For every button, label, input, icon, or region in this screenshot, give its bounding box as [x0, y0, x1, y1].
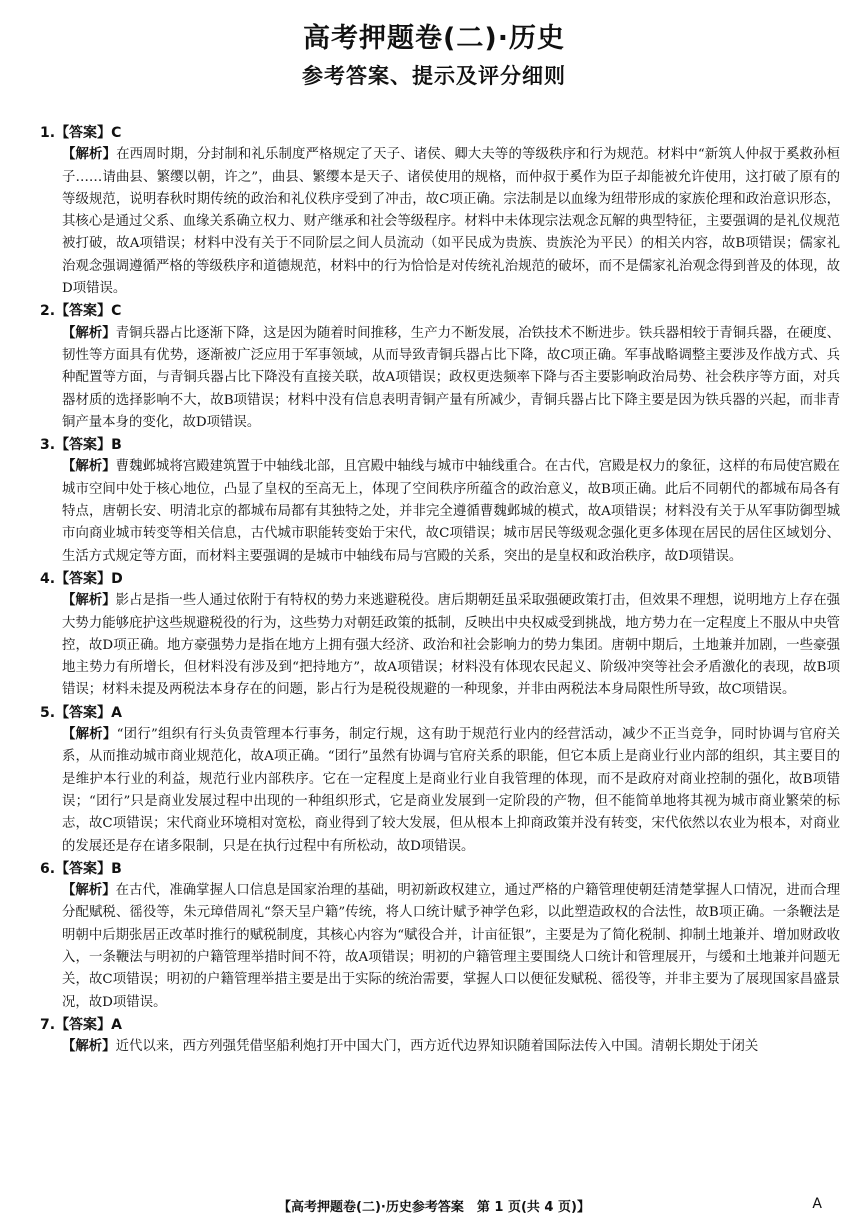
question-item [40, 858, 840, 1014]
answer-line [40, 300, 840, 322]
answer-tag: 【答案】 [55, 570, 112, 587]
analysis-text: 近代以来，西方列强凭借坚船利炮打开中国大门，西方近代边界知识随着国际法传入中国。清朝长期处于闭关 [115, 1039, 759, 1055]
analysis-tag: 【解析】 [62, 325, 116, 341]
answer-value: D [111, 570, 123, 587]
analysis-paragraph [40, 880, 840, 1014]
analysis-text: “团行”组织有行头负责管理本行事务，制定行规，这有助于规范行业内的经营活动，减少不正当竞争，同时协调与官府关系，从而推动城市商业规范化，故A项正确。“团行”虽然有协调与官府关系的职能，但它本质上是商业行业内部的组织，其主要目的是维护本行业的利益，规范行业内部秩序。它在一定程度上是商业行业自我管理的体现，而不是政府对商业控制的强化，故B项错误；“团行”只是商业发展过程中出现的一种组织形式，它是商业发展到一定阶段的产物，但不能简单地将其视为城市商业繁荣的标志，故C项错误；宋代商业环境相对宽松，商业得到了较大发展，但从根本上抑商政策并没有转变，宋代依然以农业为根本，对商业的发展还是存在诸多限制，只是在执行过程中有所松动，故D项错误。 [62, 727, 841, 854]
question-item [40, 300, 840, 434]
analysis-tag: 【解析】 [62, 593, 116, 609]
question-number: 6. [40, 860, 56, 877]
analysis-paragraph [40, 323, 840, 434]
paper-version-letter: A [812, 1196, 822, 1212]
question-number: 2. [40, 303, 56, 320]
answer-line [40, 1014, 840, 1036]
analysis-tag: 【解析】 [62, 459, 116, 475]
analysis-text: 在古代，准确掌握人口信息是国家治理的基础，明初新政权建立，通过严格的户籍管理使朝廷清楚掌握人口情况，进而合理分配赋税、徭役等，朱元璋借周礼“祭天呈户籍”传统，将人口统计赋予神学色彩，以此塑造政权的合法性，故B项正确。一条鞭法是明朝中后期张居正改革时推行的赋税制度，其核心内容为“赋役合并，计亩征银”，主要是为了简化税制、抑制土地兼并、增加财政收入，一条鞭法与明初的户籍管理举措时间不符，故A项错误；明初的户籍管理主要围绕人口统计和管理展开，与缓和土地兼并问题无关，故C项错误；明初的户籍管理举措主要是出于实际的统治需要，掌握人口以便征发赋税、徭役等，并非主要为了展现国家昌盛景况，故D项错误。 [62, 883, 841, 1010]
answer-value: A [111, 1016, 122, 1033]
answer-line [40, 858, 840, 880]
question-item [40, 702, 840, 858]
question-item [40, 568, 840, 702]
answer-line [40, 122, 840, 144]
analysis-tag: 【解析】 [62, 727, 117, 743]
analysis-paragraph [40, 590, 840, 701]
analysis-paragraph [40, 456, 840, 567]
answer-tag: 【答案】 [55, 437, 112, 454]
question-number: 3. [40, 437, 56, 454]
analysis-text: 影占是指一些人通过依附于有特权的势力来逃避税役。唐后期朝廷虽采取强硬政策打击，但效果不理想，说明地方上存在强大势力能够庇护这些规避税役的行为，这些势力对朝廷政策的抵制，反映出中央权威受到挑战，地方势力在一定程度上不服从中央管控，故D项正确。地方豪强势力是指在地方上拥有强大经济、政治和社会影响力的势力集团。唐朝中期后，土地兼并加剧，一些豪强地主势力有所增长，但材料没有涉及到“把持地方”，故A项错误；材料没有体现农民起义、阶级冲突等社会矛盾激化的表现，故B项错误；材料未提及两税法本身存在的问题，影占行为是税役规避的一种现象，并非由两税法本身局限性所导致，故C项错误。 [62, 593, 841, 698]
answer-value: B [111, 437, 122, 454]
question-number: 5. [40, 704, 56, 721]
analysis-text: 青铜兵器占比逐渐下降，这是因为随着时间推移，生产力不断发展，冶铁技术不断进步。铁兵器相较于青铜兵器，在硬度、韧性等方面具有优势，逐渐被广泛应用于军事领域，从而导致青铜兵器占比下降，故C项正确。军事战略调整主要涉及作战方式、兵种配置等方面，与青铜兵器占比下降没有直接关联，故A项错误；政权更迭频率下降与否主要影响政治局势、社会秩序等方面，对兵器材质的选择影响不大，故B项错误；材料中没有信息表明青铜产量有所减少，青铜兵器占比下降主要是因为铁兵器的兴起，而非青铜产量本身的变化，故D项错误。 [62, 325, 841, 430]
analysis-tag: 【解析】 [62, 147, 117, 163]
answer-tag: 【答案】 [55, 1016, 112, 1033]
answer-value: C [111, 303, 122, 320]
analysis-tag: 【解析】 [62, 1039, 116, 1055]
question-number: 7. [40, 1016, 56, 1033]
answer-value: A [111, 704, 122, 721]
analysis-paragraph [40, 144, 840, 300]
answer-line [40, 568, 840, 590]
answer-tag: 【答案】 [55, 125, 112, 141]
answer-tag: 【答案】 [55, 704, 112, 721]
answer-tag: 【答案】 [55, 860, 112, 877]
analysis-tag: 【解析】 [62, 883, 116, 899]
analysis-paragraph [40, 724, 840, 858]
page-subtitle: 参考答案、提示及评分细则 [302, 64, 566, 88]
question-number: 4. [40, 570, 56, 587]
answer-line [40, 702, 840, 724]
answer-value: C [111, 125, 122, 141]
analysis-text: 曹魏邺城将宫殿建筑置于中轴线北部，且宫殿中轴线与城市中轴线重合。在古代，宫殿是权力的象征，这样的布局使宫殿在城市空间中处于核心地位，凸显了皇权的至高无上，体现了空间秩序所蕴含的政治意义，故B项正确。此后不同朝代的都城布局各有特点，唐朝长安、明清北京的都城布局都有其独特之处，并非完全遵循曹魏邺城的模式，故A项错误；材料没有关于从军事防御型城市向商业城市转变等相关信息，古代城市职能转变始于宋代，故C项错误；城市居民等级观念强化更多体现在居民的居住区域划分、生活方式规定等方面，而材料主要强调的是城市中轴线布局与宫殿的关系，突出的是皇权和政治秩序，故D项错误。 [62, 459, 841, 564]
question-number: 1. [40, 125, 56, 141]
answer-list [40, 122, 840, 1058]
page-footer: 【高考押题卷(二)·历史参考答案 第 1 页(共 4 页)】 [278, 1200, 590, 1215]
question-item [40, 1014, 840, 1059]
analysis-text: 在西周时期，分封制和礼乐制度严格规定了天子、诸侯、卿大夫等的等级秩序和行为规范。材料中“新筑人仲叔于奚救孙桓子……请曲县、繁缨以朝，许之”，曲县、繁缨本是天子、诸侯使用的规格，而仲叔于奚作为臣子却能被允许使用，这打破了原有的等级规范，说明春秋时期传统的政治和礼仪秩序受到了冲击，故C项正确。宗法制是以血缘为纽带形成的家族伦理和政治意识形态，其核心是通过父系、血缘关系确立权力、财产继承和社会等级程序。材料中未体现宗法观念瓦解的典型特征，主要强调的是礼仪规范被打破，故A项错误；材料中没有关于不同阶层之间人员流动（如平民成为贵族、贵族沦为平民）的相关内容，故B项错误；儒家礼治观念强调遵循严格的等级秩序和道德规范，材料中的行为恰恰是对传统礼治规范的破坏，而不是儒家礼治观念得到普及的体现，故D项错误。 [62, 147, 841, 297]
analysis-paragraph [40, 1036, 840, 1058]
answer-tag: 【答案】 [55, 303, 112, 320]
answer-line [40, 434, 840, 456]
page-title: 高考押题卷(二)·历史 [303, 23, 565, 54]
question-item [40, 122, 840, 300]
question-item [40, 434, 840, 568]
answer-value: B [111, 860, 122, 877]
